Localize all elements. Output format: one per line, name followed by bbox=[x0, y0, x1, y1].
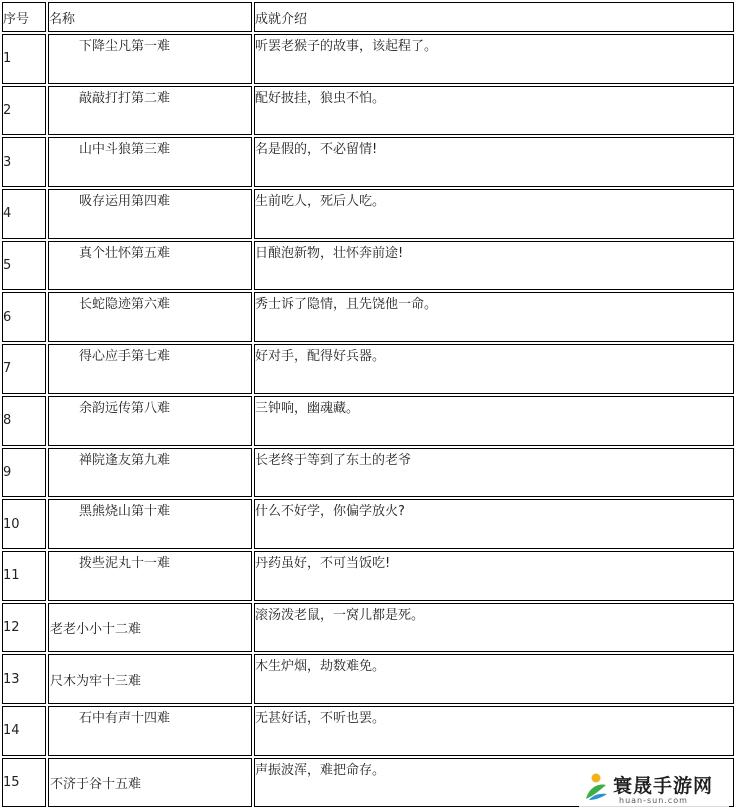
row-description: 三钟响，幽魂藏。 bbox=[254, 396, 734, 446]
row-name: 不济于谷十五难 bbox=[50, 776, 142, 792]
row-name-cell bbox=[48, 34, 252, 84]
table-row bbox=[2, 603, 734, 653]
leaf-logo-icon bbox=[583, 769, 609, 803]
row-index: 13 bbox=[2, 654, 46, 704]
row-name: 石中有声十四难 bbox=[79, 710, 171, 726]
row-name: 下降尘凡第一难 bbox=[79, 39, 171, 54]
table-row bbox=[2, 137, 734, 187]
row-name: 拨些泥丸十一难 bbox=[79, 555, 171, 571]
row-description: 配好披挂，狼虫不怕。 bbox=[254, 86, 734, 136]
row-description: 生前吃人，死后人吃。 bbox=[254, 189, 734, 239]
table-row bbox=[2, 292, 734, 342]
row-description: 木生炉烟，劫数难免。 bbox=[254, 654, 734, 704]
row-name: 禅院逢友第九难 bbox=[79, 452, 171, 468]
row-index: 1 bbox=[2, 34, 46, 84]
table-row bbox=[2, 706, 734, 756]
watermark-title: 寰晟手游网 bbox=[613, 775, 714, 797]
row-index: 9 bbox=[2, 448, 46, 498]
row-name-cell bbox=[48, 189, 252, 239]
row-index: 15 bbox=[2, 758, 46, 808]
row-description: 无甚好话，不听也罢。 bbox=[254, 706, 734, 756]
row-index: 7 bbox=[2, 344, 46, 394]
table-row bbox=[2, 396, 734, 446]
row-index: 12 bbox=[2, 603, 46, 653]
table-body bbox=[2, 34, 734, 807]
site-watermark bbox=[579, 765, 729, 809]
row-name-cell bbox=[48, 758, 252, 808]
row-index: 6 bbox=[2, 292, 46, 342]
row-name-cell bbox=[48, 86, 252, 136]
row-name-cell bbox=[48, 448, 252, 498]
row-name: 黑熊烧山第十难 bbox=[79, 504, 171, 520]
table-row bbox=[2, 448, 734, 498]
table-row bbox=[2, 344, 734, 394]
header-index: 序号 bbox=[2, 2, 46, 32]
table-row bbox=[2, 189, 734, 239]
row-index: 2 bbox=[2, 86, 46, 136]
table-row bbox=[2, 499, 734, 549]
row-name: 吸存运用第四难 bbox=[79, 194, 171, 210]
row-name-cell bbox=[48, 551, 252, 601]
row-name-cell bbox=[48, 654, 252, 704]
row-name-cell bbox=[48, 241, 252, 291]
row-description: 丹药虽好，不可当饭吃! bbox=[254, 551, 734, 601]
row-index: 14 bbox=[2, 706, 46, 756]
table-row bbox=[2, 241, 734, 291]
row-description: 长老终于等到了东土的老爷 bbox=[254, 448, 734, 498]
row-index: 4 bbox=[2, 189, 46, 239]
row-name-cell bbox=[48, 499, 252, 549]
row-name: 敲敲打打第二难 bbox=[79, 90, 171, 106]
row-index: 8 bbox=[2, 396, 46, 446]
table-row bbox=[2, 551, 734, 601]
row-name-cell bbox=[48, 137, 252, 187]
row-name-cell bbox=[48, 292, 252, 342]
table-row bbox=[2, 654, 734, 704]
row-description: 声振波浑，难把命存。 bbox=[254, 758, 734, 808]
row-name: 余韵远传第八难 bbox=[79, 400, 171, 416]
row-description: 日酿泡新物，壮怀奔前途! bbox=[254, 241, 734, 291]
row-index: 3 bbox=[2, 137, 46, 187]
row-index: 11 bbox=[2, 551, 46, 601]
table-row bbox=[2, 86, 734, 136]
row-name-cell bbox=[48, 396, 252, 446]
row-name: 老老小小十二难 bbox=[50, 621, 142, 637]
row-name: 尺木为牢十三难 bbox=[50, 673, 142, 689]
header-name: 名称 bbox=[48, 2, 252, 32]
row-description: 听罢老猴子的故事，该起程了。 bbox=[254, 34, 734, 84]
table-header-row bbox=[2, 2, 734, 32]
row-description: 名是假的，不必留情! bbox=[254, 137, 734, 187]
row-name: 得心应手第七难 bbox=[79, 349, 171, 365]
row-name-cell bbox=[48, 603, 252, 653]
row-description: 什么不好学，你偏学放火? bbox=[254, 499, 734, 549]
row-index: 10 bbox=[2, 499, 46, 549]
table-row bbox=[2, 34, 734, 84]
row-name-cell bbox=[48, 344, 252, 394]
row-description: 秀士诉了隐情，且先饶他一命。 bbox=[254, 292, 734, 342]
row-description: 好对手，配得好兵器。 bbox=[254, 344, 734, 394]
row-name-cell bbox=[48, 706, 252, 756]
row-name: 长蛇隐迹第六难 bbox=[79, 297, 171, 313]
watermark-subtitle: huan-sun.com bbox=[619, 796, 688, 805]
row-name: 真个壮怀第五难 bbox=[79, 245, 171, 261]
row-name: 山中斗狼第三难 bbox=[79, 142, 171, 158]
row-index: 5 bbox=[2, 241, 46, 291]
header-description: 成就介绍 bbox=[254, 2, 734, 32]
row-description: 滚汤泼老鼠，一窝儿都是死。 bbox=[254, 603, 734, 653]
